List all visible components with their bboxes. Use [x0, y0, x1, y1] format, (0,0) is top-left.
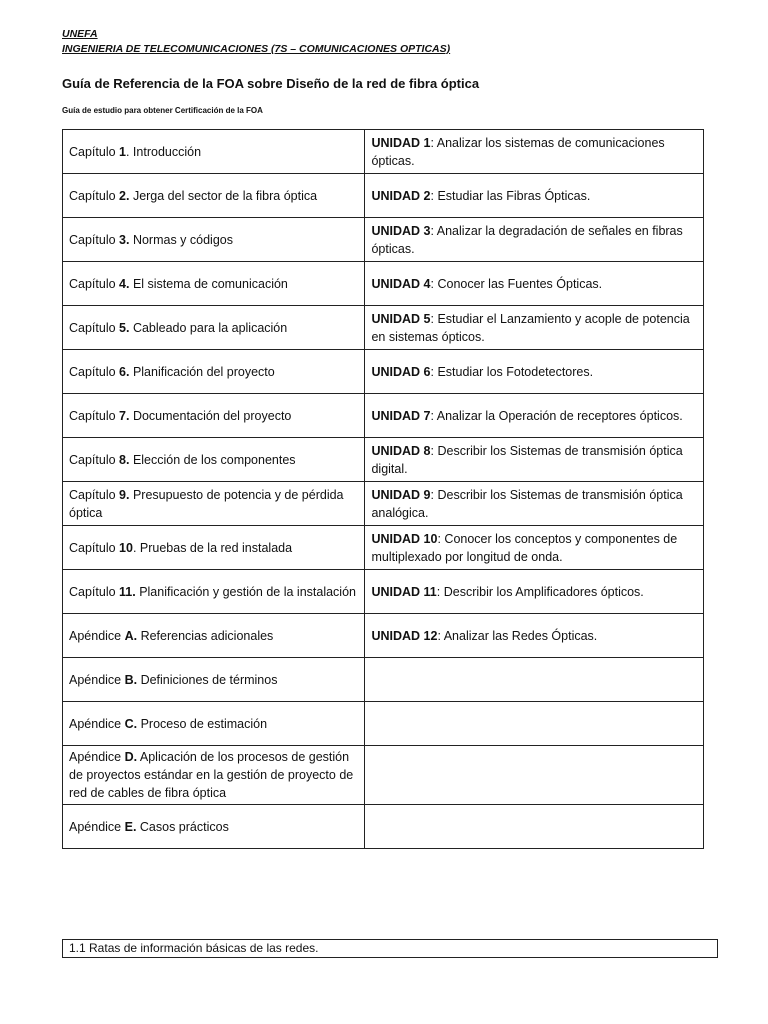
- unit-cell: [365, 746, 704, 805]
- chapter-cell: Capítulo 5. Cableado para la aplicación: [63, 306, 365, 350]
- table-row: [63, 658, 704, 702]
- chapter-cell: Apéndice C. Proceso de estimación: [63, 702, 365, 746]
- table-row: [63, 438, 704, 482]
- table-row: [63, 130, 704, 174]
- document-title: Guía de Referencia de la FOA sobre Diseño de la red de fibra óptica: [62, 76, 480, 91]
- table-row: [63, 174, 704, 218]
- table-row: [63, 218, 704, 262]
- table-row: [63, 570, 704, 614]
- unit-cell: UNIDAD 8: Describir los Sistemas de transmisión óptica digital.: [365, 438, 704, 482]
- chapter-cell: Apéndice E. Casos prácticos: [63, 805, 365, 849]
- chapter-cell: Capítulo 4. El sistema de comunicación: [63, 262, 365, 306]
- unit-cell: UNIDAD 1: Analizar los sistemas de comunicaciones ópticas.: [365, 130, 704, 174]
- table-row: [63, 614, 704, 658]
- chapter-cell: Capítulo 9. Presupuesto de potencia y de pérdida óptica: [63, 482, 365, 526]
- unit-cell: UNIDAD 10: Conocer los conceptos y componentes de multiplexado por longitud de onda.: [365, 526, 704, 570]
- unit-cell: UNIDAD 4: Conocer las Fuentes Ópticas.: [365, 262, 704, 306]
- unit-cell: UNIDAD 11: Describir los Amplificadores ópticos.: [365, 570, 704, 614]
- table-row: [63, 394, 704, 438]
- unit-cell: UNIDAD 5: Estudiar el Lanzamiento y acople de potencia en sistemas ópticos.: [365, 306, 704, 350]
- unit-cell: UNIDAD 12: Analizar las Redes Ópticas.: [365, 614, 704, 658]
- chapter-cell: Apéndice B. Definiciones de términos: [63, 658, 365, 702]
- unit-cell: UNIDAD 2: Estudiar las Fibras Ópticas.: [365, 174, 704, 218]
- chapter-cell: Capítulo 6. Planificación del proyecto: [63, 350, 365, 394]
- document-header: [62, 27, 712, 57]
- study-guide-table: [62, 129, 704, 849]
- chapter-cell: Capítulo 2. Jerga del sector de la fibra óptica: [63, 174, 365, 218]
- unit-cell: [365, 805, 704, 849]
- table-row: [63, 306, 704, 350]
- institution-name: UNEFA: [62, 28, 98, 40]
- chapter-cell: Capítulo 10. Pruebas de la red instalada: [63, 526, 365, 570]
- chapter-cell: Apéndice A. Referencias adicionales: [63, 614, 365, 658]
- chapter-cell: Capítulo 11. Planificación y gestión de la instalación: [63, 570, 365, 614]
- unit-cell: UNIDAD 9: Describir los Sistemas de transmisión óptica analógica.: [365, 482, 704, 526]
- table-row: [63, 350, 704, 394]
- table-row: [63, 805, 704, 849]
- chapter-cell: Capítulo 8. Elección de los componentes: [63, 438, 365, 482]
- unit-cell: UNIDAD 3: Analizar la degradación de señales en fibras ópticas.: [365, 218, 704, 262]
- chapter-cell: Capítulo 1. Introducción: [63, 130, 365, 174]
- table-row: [63, 746, 704, 805]
- chapter-cell: Apéndice D. Aplicación de los procesos de gestión de proyectos estándar en la gestión de proyecto de red de cables de fibra óptica: [63, 746, 365, 805]
- unit-cell: [365, 702, 704, 746]
- chapter-cell: Capítulo 3. Normas y códigos: [63, 218, 365, 262]
- program-name: INGENIERIA DE TELECOMUNICACIONES (7S – COMUNICACIONES OPTICAS): [62, 43, 451, 55]
- table-row: [63, 482, 704, 526]
- chapter-cell: Capítulo 7. Documentación del proyecto: [63, 394, 365, 438]
- unit-cell: [365, 658, 704, 702]
- table-row: [63, 702, 704, 746]
- document-subtitle: Guía de estudio para obtener Certificación de la FOA: [62, 106, 263, 115]
- unit-cell: UNIDAD 7: Analizar la Operación de receptores ópticos.: [365, 394, 704, 438]
- table-row: [63, 262, 704, 306]
- table-row: [63, 526, 704, 570]
- section-heading-box: 1.1 Ratas de información básicas de las redes.: [62, 939, 718, 958]
- unit-cell: UNIDAD 6: Estudiar los Fotodetectores.: [365, 350, 704, 394]
